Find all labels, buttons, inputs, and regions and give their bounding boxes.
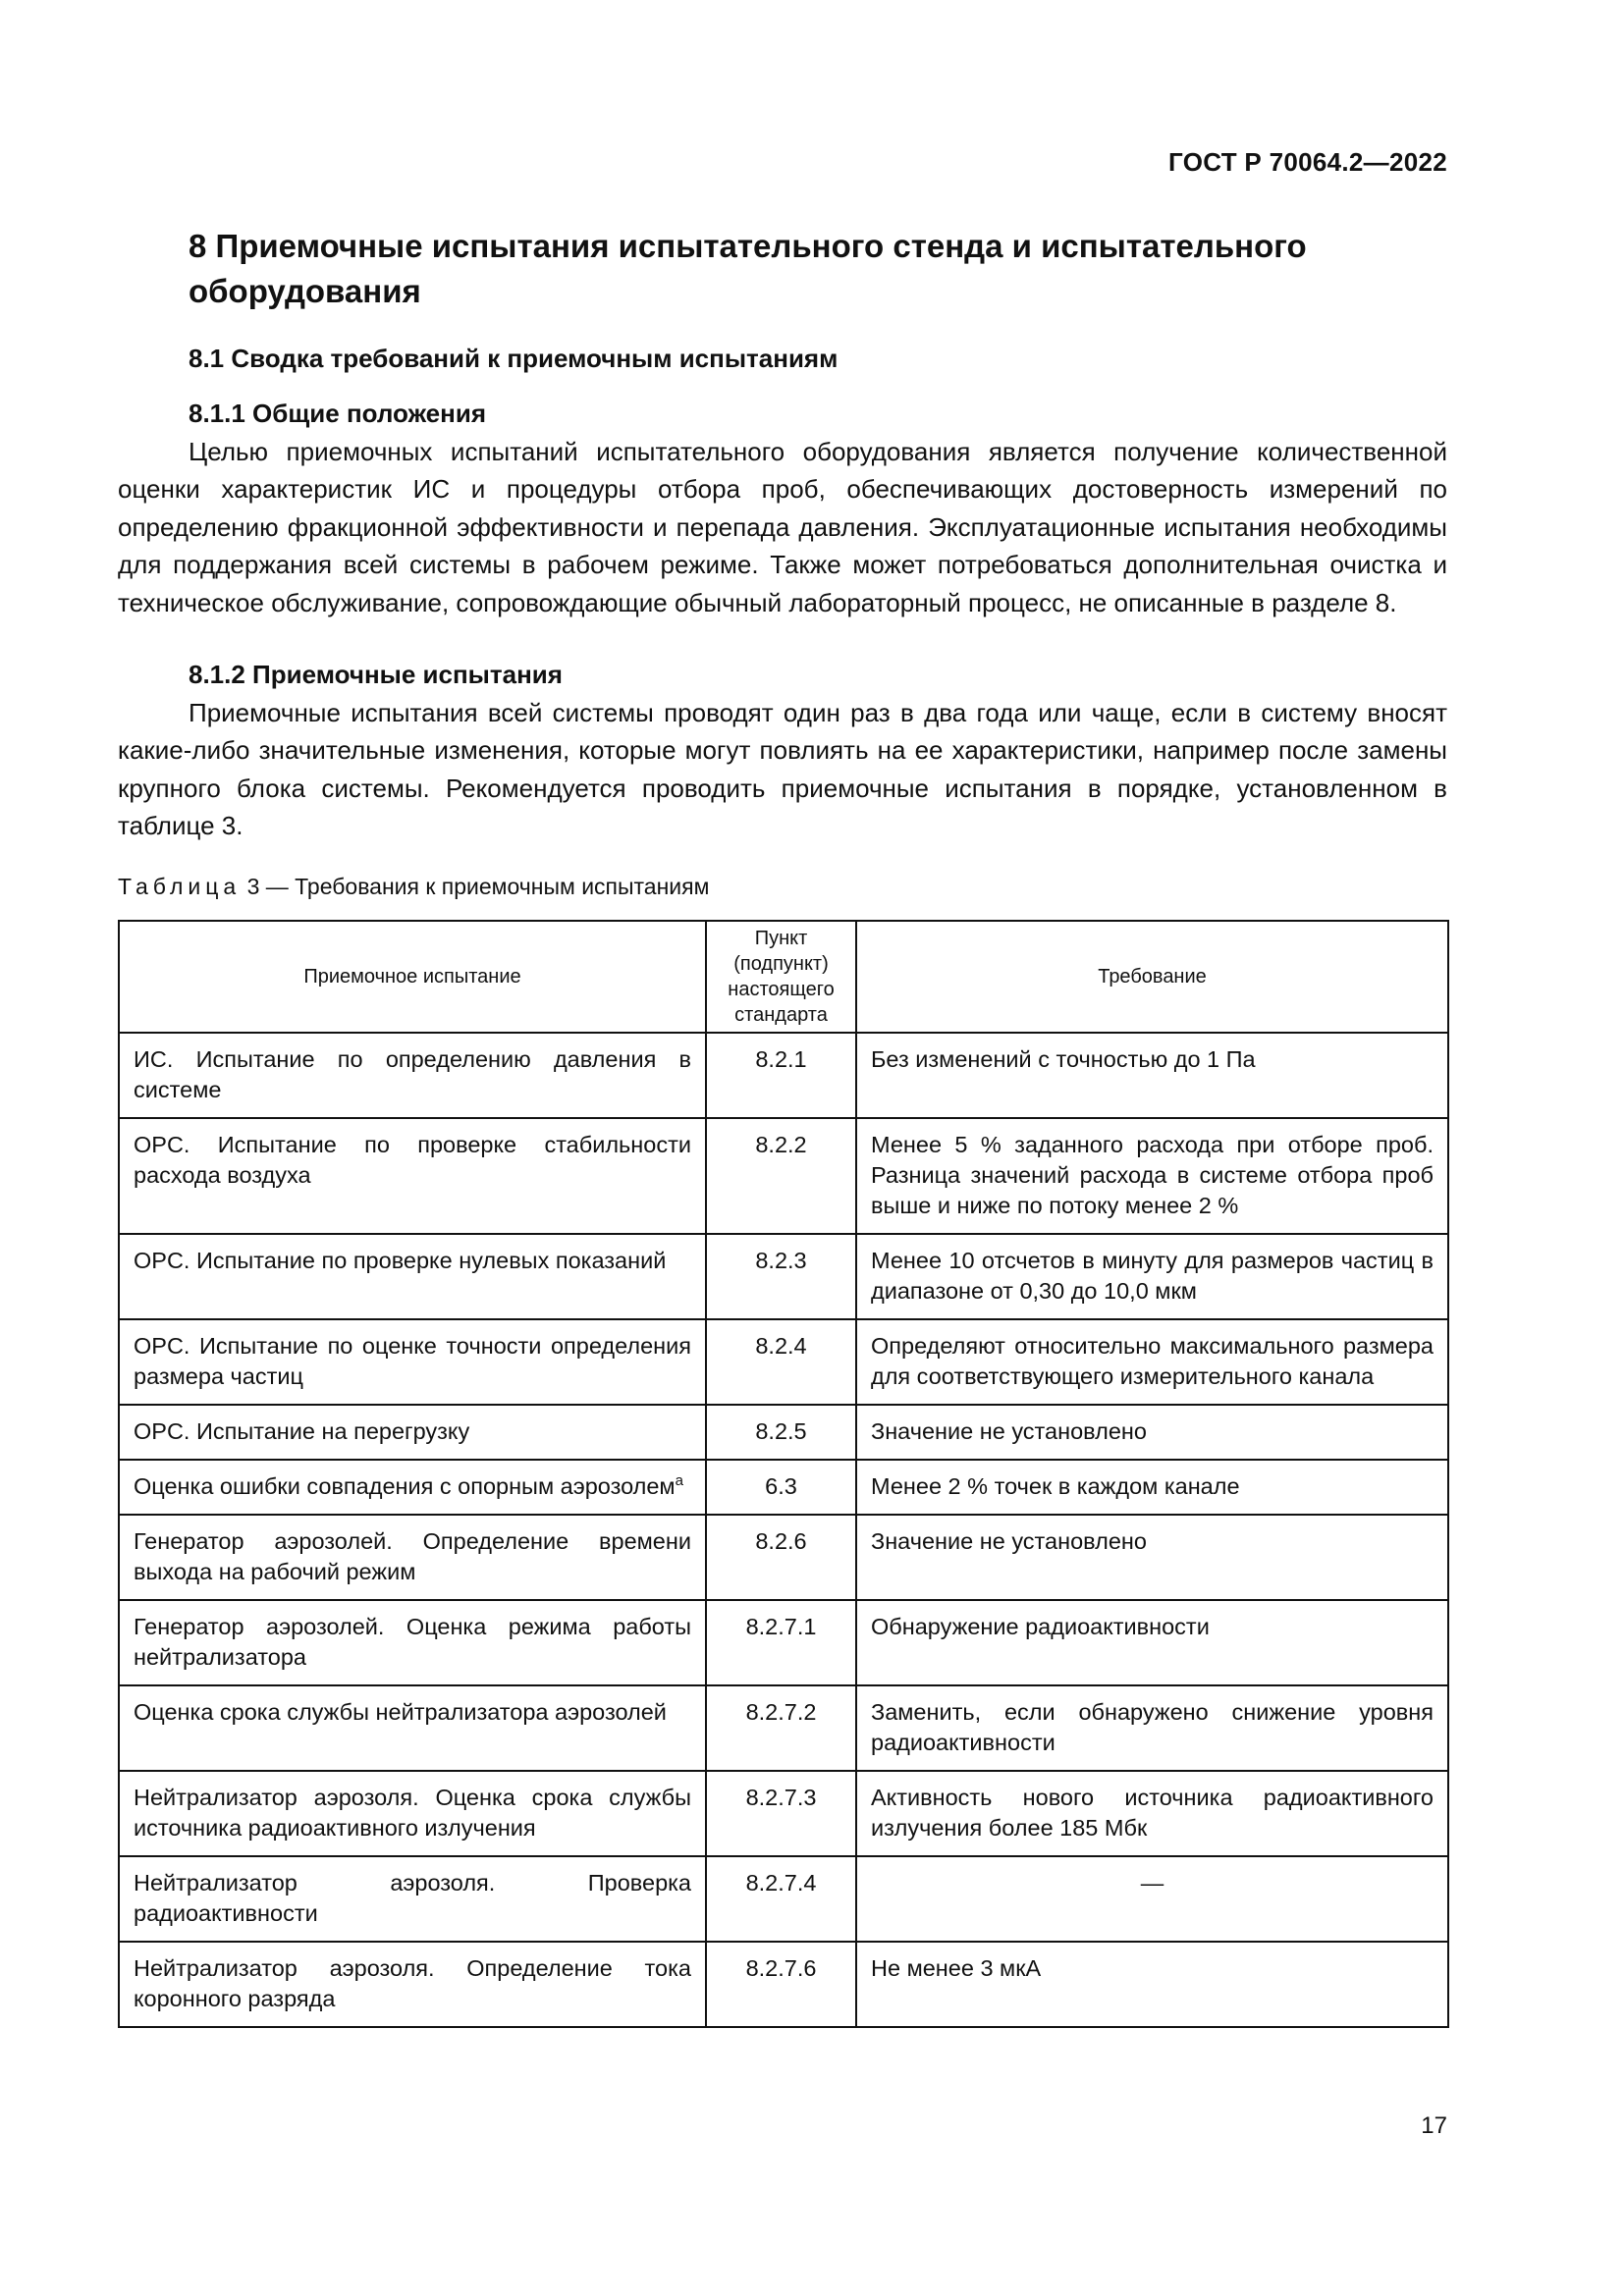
cell-ref: 8.2.7.4 xyxy=(706,1856,856,1942)
cell-test xyxy=(119,1234,706,1319)
cell-requirement: Заменить, если обнаружено снижение уровня радиоактивности xyxy=(856,1685,1448,1771)
requirements-table xyxy=(118,920,1449,2028)
cell-test xyxy=(119,1856,706,1942)
cell-test-text: OPC. Испытание по проверке стабильности расхода воздуха xyxy=(134,1132,691,1188)
cell-test-text: Генератор аэрозолей. Оценка режима работы нейтрализатора xyxy=(134,1614,691,1670)
cell-test-text: Нейтрализатор аэрозоля. Определение тока коронного разряда xyxy=(134,1955,691,2011)
cell-test xyxy=(119,1460,706,1515)
cell-ref: 8.2.7.3 xyxy=(706,1771,856,1856)
table-body xyxy=(119,1033,1448,2027)
section-title: 8 Приемочные испытания испытательного стенда и испытательного оборудования xyxy=(189,228,1307,309)
table-header-row xyxy=(119,921,1448,1033)
table-caption xyxy=(118,874,709,900)
cell-requirement: Менее 2 % точек в каждом канале xyxy=(856,1460,1448,1515)
table-row xyxy=(119,1405,1448,1460)
cell-requirement: Активность нового источника радиоактивного излучения более 185 Мбк xyxy=(856,1771,1448,1856)
cell-ref: 8.2.7.1 xyxy=(706,1600,856,1685)
cell-ref: 8.2.5 xyxy=(706,1405,856,1460)
subsection-heading: 8.1.1 Общие положения xyxy=(189,399,486,428)
cell-test xyxy=(119,1319,706,1405)
cell-test-text: Нейтрализатор аэрозоля. Проверка радиоактивности xyxy=(134,1870,691,1926)
cell-test xyxy=(119,1515,706,1600)
cell-test-text: ИС. Испытание по определению давления в системе xyxy=(134,1046,691,1102)
table-caption-label: Таблица xyxy=(118,874,242,899)
cell-requirement: Без изменений с точностью до 1 Па xyxy=(856,1033,1448,1118)
cell-requirement: Значение не установлено xyxy=(856,1515,1448,1600)
cell-test-text: OPC. Испытание на перегрузку xyxy=(134,1418,470,1444)
page-number: 17 xyxy=(1421,2112,1447,2139)
footnote-mark: а xyxy=(675,1472,683,1490)
header-req: Требование xyxy=(856,921,1448,1033)
cell-requirement: Менее 10 отсчетов в минуту для размеров частиц в диапазоне от 0,30 до 10,0 мкм xyxy=(856,1234,1448,1319)
cell-ref: 8.2.7.6 xyxy=(706,1942,856,2027)
table-row xyxy=(119,1515,1448,1600)
cell-test xyxy=(119,1600,706,1685)
cell-test-text: OPC. Испытание по проверке нулевых показаний xyxy=(134,1248,667,1273)
table-row xyxy=(119,1600,1448,1685)
cell-test xyxy=(119,1942,706,2027)
document-code: ГОСТ Р 70064.2—2022 xyxy=(1168,147,1447,177)
table-row xyxy=(119,1319,1448,1405)
table-row xyxy=(119,1685,1448,1771)
cell-requirement: Менее 5 % заданного расхода при отборе проб. Разница значений расхода в системе отбора проб выше и ниже по потоку менее 2 % xyxy=(856,1118,1448,1234)
cell-test xyxy=(119,1033,706,1118)
table-row xyxy=(119,1033,1448,1118)
cell-requirement: Определяют относительно максимального размера для соответствующего измерительного канала xyxy=(856,1319,1448,1405)
table-row xyxy=(119,1460,1448,1515)
table-row xyxy=(119,1118,1448,1234)
cell-ref: 8.2.2 xyxy=(706,1118,856,1234)
cell-test xyxy=(119,1685,706,1771)
cell-ref: 8.2.3 xyxy=(706,1234,856,1319)
subsection-title: 8.1 Сводка требований к приемочным испытаниям xyxy=(189,344,839,373)
cell-ref: 8.2.1 xyxy=(706,1033,856,1118)
subsection-acceptance xyxy=(118,656,1447,845)
cell-ref: 8.2.4 xyxy=(706,1319,856,1405)
table-caption-text: 3 — Требования к приемочным испытаниям xyxy=(241,874,710,899)
paragraph: Приемочные испытания всей системы проводят один раз в два года или чаще, если в систему вносят какие-либо значительные изменения, которые могут повлиять на ее характеристики, например после замены крупного блока системы. Рекомендуется проводить приемочные испытания в порядке, установленном в таблице 3. xyxy=(118,697,1447,840)
table-row xyxy=(119,1942,1448,2027)
cell-test xyxy=(119,1771,706,1856)
subsection-general xyxy=(118,395,1447,621)
cell-ref: 8.2.6 xyxy=(706,1515,856,1600)
cell-test xyxy=(119,1118,706,1234)
cell-requirement: Не менее 3 мкА xyxy=(856,1942,1448,2027)
table-row xyxy=(119,1856,1448,1942)
header-test: Приемочное испытание xyxy=(119,921,706,1033)
cell-test-text: Оценка ошибки совпадения с опорным аэрозолем xyxy=(134,1473,676,1499)
cell-test-text: Генератор аэрозолей. Определение времени выхода на рабочий режим xyxy=(134,1528,691,1584)
header-ref: Пункт (подпункт) настоящего стандарта xyxy=(706,921,856,1033)
cell-ref: 8.2.7.2 xyxy=(706,1685,856,1771)
cell-test xyxy=(119,1405,706,1460)
cell-test-text: OPC. Испытание по оценке точности определения размера частиц xyxy=(134,1333,691,1389)
paragraph: Целью приемочных испытаний испытательного оборудования является получение количественной оценки характеристик ИС и процедуры отбора проб, обеспечивающих достоверность измерений по определению фракционной эффективности и перепада давления. Эксплуатационные испытания необходимы для поддержания всей системы в рабочем режиме. Также может потребоваться дополнительная очистка и техническое обслуживание, сопровождающие обычный лабораторный процесс, не описанные в разделе 8. xyxy=(118,436,1447,617)
subsection-heading: 8.1.2 Приемочные испытания xyxy=(189,660,563,689)
table-row xyxy=(119,1771,1448,1856)
cell-ref: 6.3 xyxy=(706,1460,856,1515)
cell-test-text: Оценка срока службы нейтрализатора аэрозолей xyxy=(134,1699,667,1725)
table-row xyxy=(119,1234,1448,1319)
cell-test-text: Нейтрализатор аэрозоля. Оценка срока службы источника радиоактивного излучения xyxy=(134,1785,691,1841)
cell-requirement: Значение не установлено xyxy=(856,1405,1448,1460)
cell-requirement: — xyxy=(856,1856,1448,1942)
cell-requirement: Обнаружение радиоактивности xyxy=(856,1600,1448,1685)
